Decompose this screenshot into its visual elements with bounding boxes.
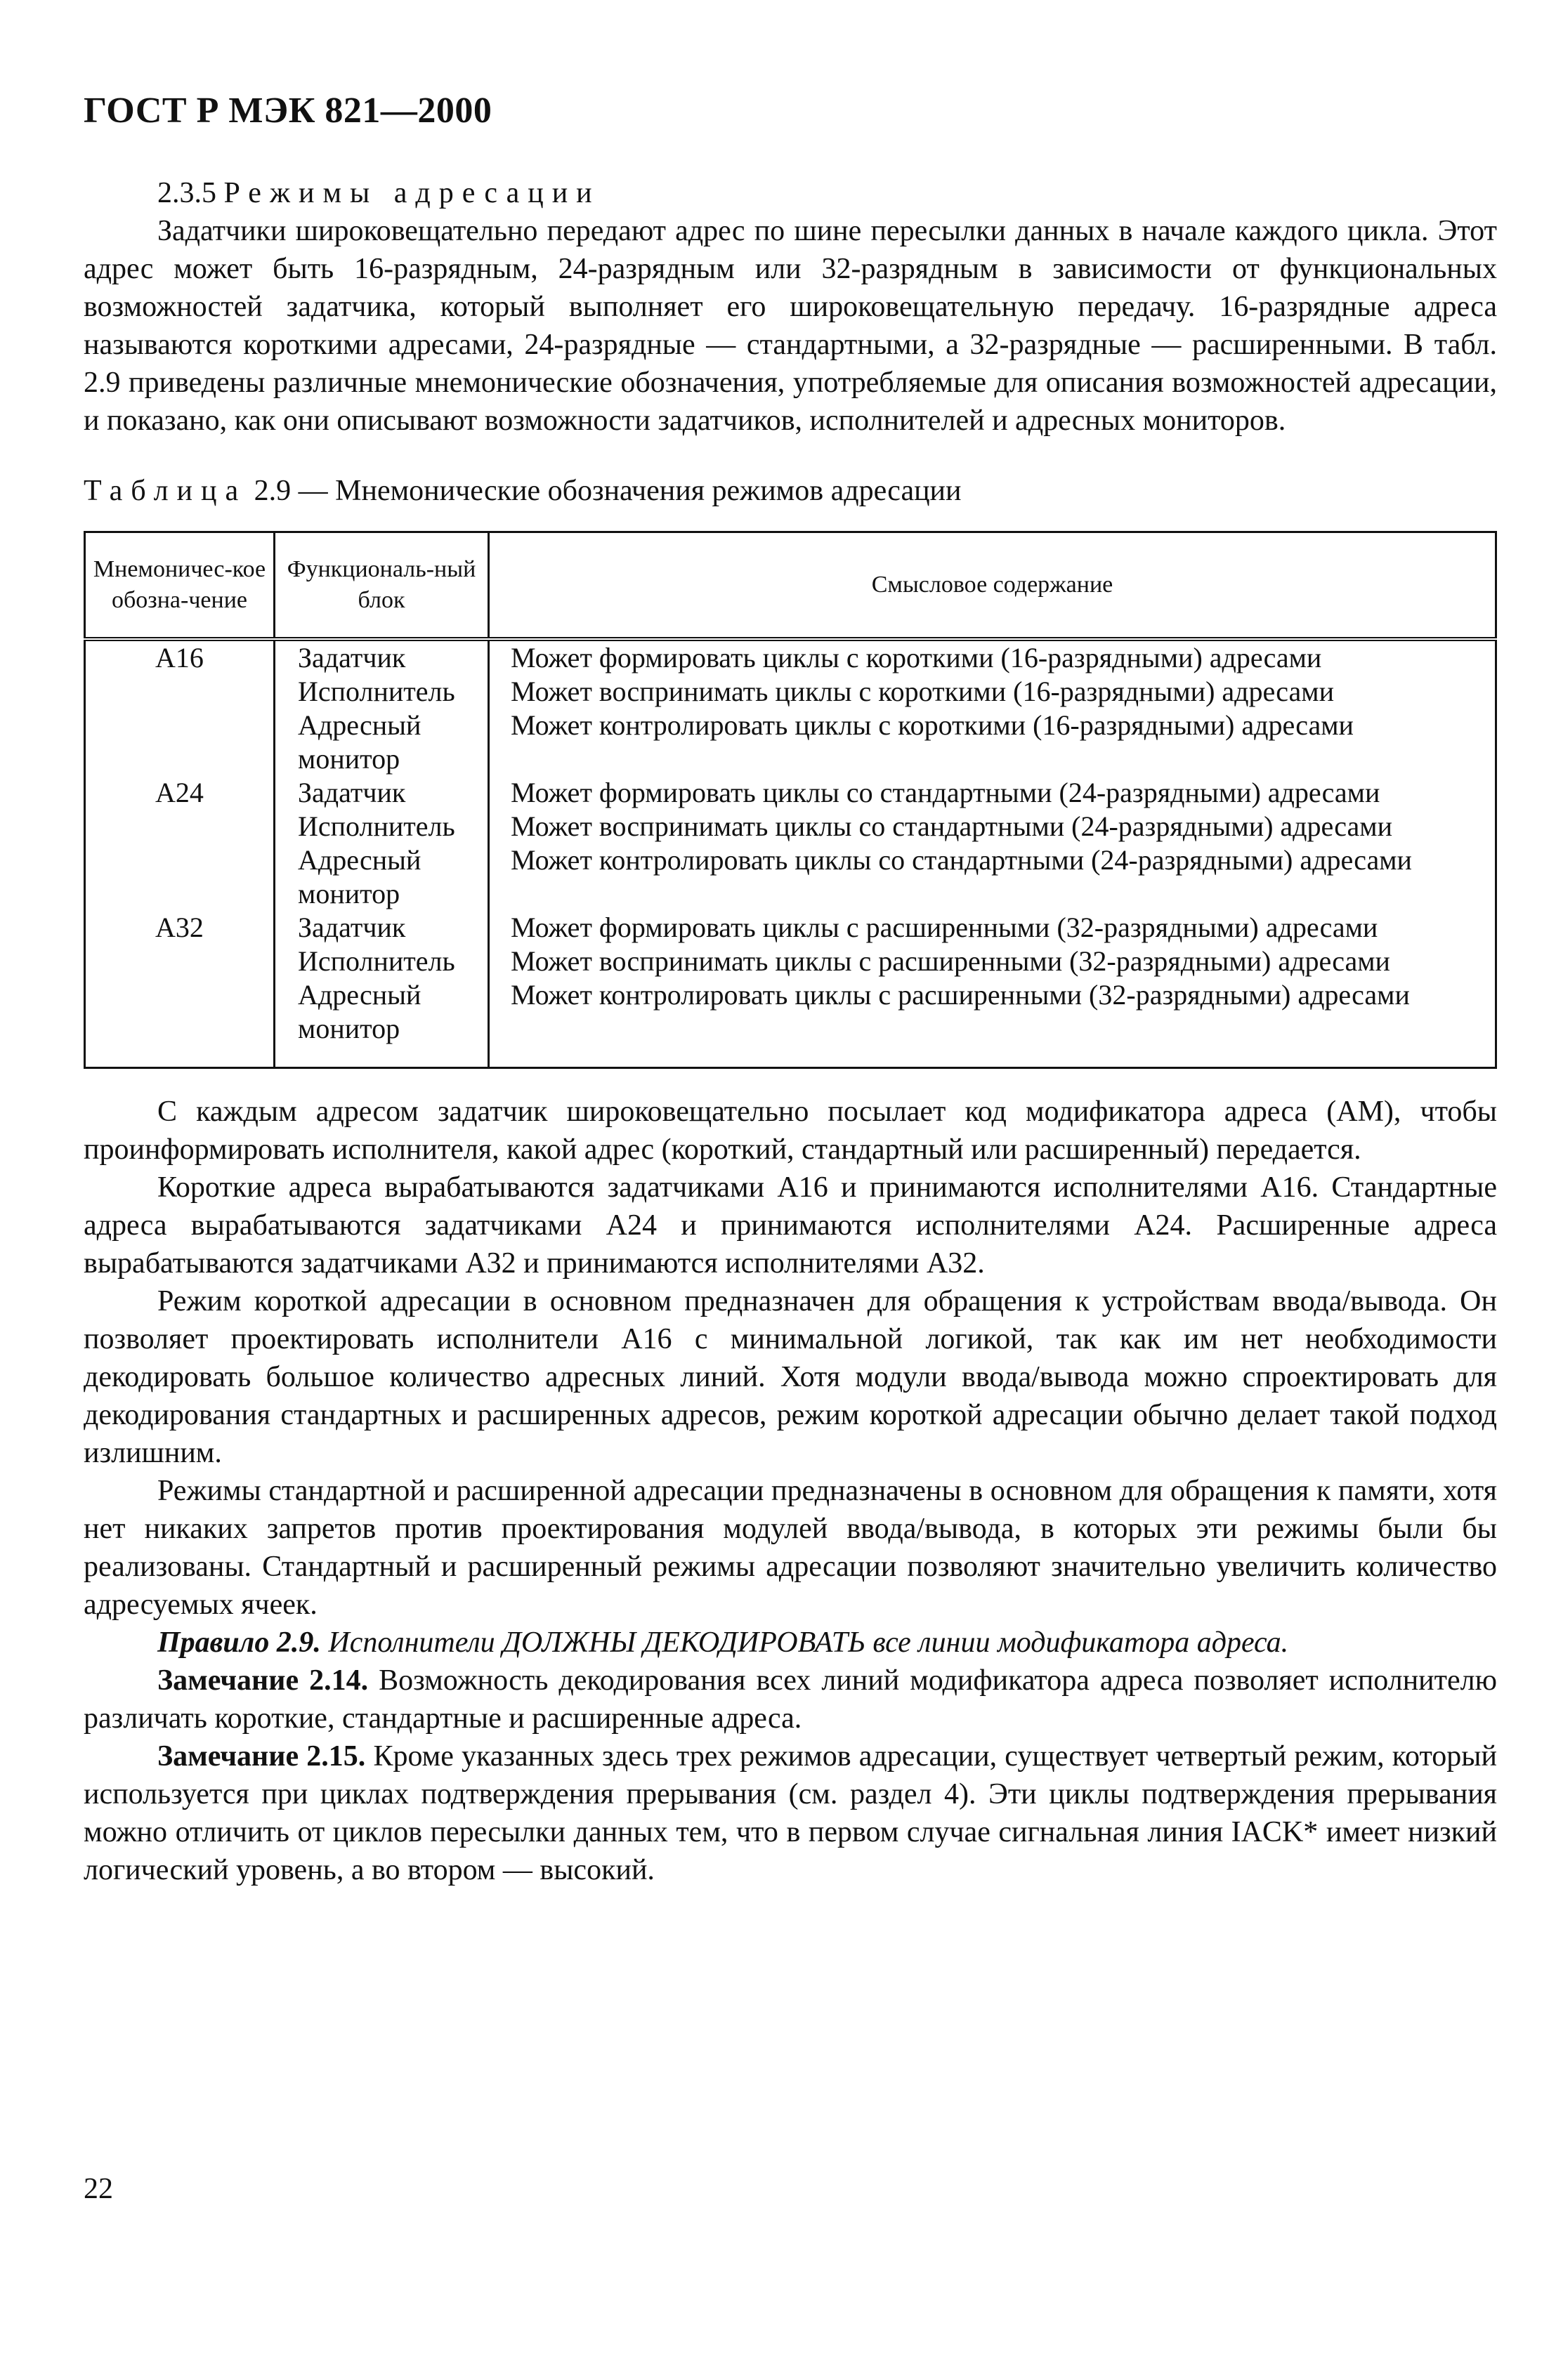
cell-mnemonic: [85, 709, 275, 776]
cell-meaning: Может воспринимать циклы с короткими (16-разрядными) адресами: [489, 675, 1496, 709]
cell-meaning: Может контролировать циклы с короткими (16-разрядными) адресами: [489, 709, 1496, 776]
rule-text-caps: ДОЛЖНЫ ДЕКОДИРОВАТЬ: [502, 1626, 865, 1659]
cell-mnemonic: [85, 675, 275, 709]
header-meaning: Смысловое содержание: [489, 532, 1496, 640]
cell-block: Задатчик: [275, 776, 489, 810]
note-label: Замечание 2.15.: [157, 1740, 366, 1773]
paragraph: Короткие адреса вырабатываются задатчиками А16 и принимаются исполнителями А16. Стандартные адреса вырабатываются задатчиками А24 и принимаются исполнителями А24. Расширенные адреса вырабатываются задатчиками А32 и принимаются исполнителями А32.: [84, 1171, 1497, 1280]
cell-meaning: Может контролировать циклы со стандартными (24-разрядными) адресами: [489, 843, 1496, 911]
section-heading: [84, 174, 1497, 212]
cell-meaning: Может воспринимать циклы со стандартными (24-разрядными) адресами: [489, 810, 1496, 843]
header-functional-block: Функциональ-ный блок: [275, 532, 489, 640]
cell-block: Адресный монитор: [275, 843, 489, 911]
rule-2-9: [84, 1624, 1497, 1662]
paragraph: Режимы стандартной и расширенной адресации предназначены в основном для обращения к памяти, хотя нет никаких запретов против проектирования модулей ввода/вывода, в которых эти режимы были бы реализованы. Стандартный и расширенный режимы адресации позволяют значительно увеличить количество адресуемых ячеек.: [84, 1475, 1497, 1621]
table-row: [85, 911, 1496, 945]
cell-mnemonic: [85, 945, 275, 978]
paragraph: Режим короткой адресации в основном предназначен для обращения к устройствам ввода/вывода. Он позволяет проектировать исполнители А16 с минимальной логикой, так как им нет необходимости декодировать большое количество адресных линий. Хотя модули ввода/вывода можно спроектировать для декодирования стандартных и расширенных адресов, режим короткой адресации обычно делает такой подход излишним.: [84, 1285, 1497, 1469]
cell-mnemonic: A32: [85, 911, 275, 945]
header-mnemonic: Мнемоничес-кое обозна-чение: [85, 532, 275, 640]
note-label: Замечание 2.14.: [157, 1664, 369, 1697]
table-caption-text: 2.9 — Мнемонические обозначения режимов адресации: [254, 475, 962, 507]
rule-label: Правило 2.9.: [157, 1626, 321, 1659]
note-2-15: [84, 1737, 1497, 1889]
note-text: Возможность декодирования всех линий модификатора адреса позволяет исполнителю различать короткие, стандартные и расширенные адреса.: [84, 1664, 1497, 1735]
table-row: [85, 978, 1496, 1068]
rule-text-b: все линии модификатора адреса.: [872, 1626, 1289, 1659]
note-text: Кроме указанных здесь трех режимов адресации, существует четвертый режим, который используется при циклах подтверждения прерывания (см. раздел 4). Эти циклы подтверждения прерывания можно отличить от циклов пересылки данных тем, что в первом случае сигнальная линия IACK* имеет низкий логический уровень, а во втором — высокий.: [84, 1740, 1497, 1886]
cell-block: Задатчик: [275, 639, 489, 675]
cell-block: Адресный монитор: [275, 709, 489, 776]
cell-meaning: Может формировать циклы с короткими (16-разрядными) адресами: [489, 639, 1496, 675]
note-2-14: [84, 1662, 1497, 1737]
body-text: [84, 1093, 1497, 1889]
page-number: 22: [84, 2173, 113, 2205]
table-row: [85, 675, 1496, 709]
table-caption: [84, 472, 1497, 510]
paragraph: С каждым адресом задатчик широковещательно посылает код модификатора адреса (АМ), чтобы проинформировать исполнителя, какой адрес (короткий, стандартный или расширенный) передается.: [84, 1096, 1497, 1166]
page-content: [84, 174, 1497, 1889]
table-row: [85, 709, 1496, 776]
mnemonics-table: [84, 531, 1497, 1069]
table-row: [85, 776, 1496, 810]
cell-mnemonic: [85, 843, 275, 911]
cell-block: Исполнитель: [275, 675, 489, 709]
table-row: [85, 639, 1496, 675]
cell-mnemonic: A16: [85, 639, 275, 675]
cell-meaning: Может формировать циклы со стандартными (24-разрядными) адресами: [489, 776, 1496, 810]
section-intro-paragraph: Задатчики широковещательно передают адрес по шине пересылки данных в начале каждого цикла. Этот адрес может быть 16-разрядным, 24-разрядным или 32-разрядным в зависимости от функциональных возможностей задатчика, который выполняет его широковещательную передачу. 16-разрядные адреса называются короткими адресами, 24-разрядные — стандартными, а 32-разрядные — расширенными. В табл. 2.9 приведены различные мнемонические обозначения, употребляемые для описания возможностей адресации, и показано, как они описывают возможности задатчиков, исполнителей и адресных мониторов.: [84, 215, 1497, 437]
section-number: 2.3.5: [157, 177, 216, 209]
cell-block: Задатчик: [275, 911, 489, 945]
table-caption-label: Таблица: [84, 475, 247, 507]
cell-meaning: Может воспринимать циклы с расширенными (32-разрядными) адресами: [489, 945, 1496, 978]
rule-text-a: Исполнители: [328, 1626, 495, 1659]
cell-mnemonic: A24: [85, 776, 275, 810]
cell-mnemonic: [85, 978, 275, 1068]
cell-block: Исполнитель: [275, 945, 489, 978]
document-header: ГОСТ Р МЭК 821—2000: [84, 91, 492, 131]
cell-block: Исполнитель: [275, 810, 489, 843]
cell-meaning: Может формировать циклы с расширенными (32-разрядными) адресами: [489, 911, 1496, 945]
cell-block: Адресный монитор: [275, 978, 489, 1068]
table-row: [85, 843, 1496, 911]
table-row: [85, 945, 1496, 978]
cell-mnemonic: [85, 810, 275, 843]
table-header-row: [85, 532, 1496, 640]
section-title: Режимы адресации: [223, 177, 601, 209]
cell-meaning: Может контролировать циклы с расширенными (32-разрядными) адресами: [489, 978, 1496, 1068]
table-row: [85, 810, 1496, 843]
